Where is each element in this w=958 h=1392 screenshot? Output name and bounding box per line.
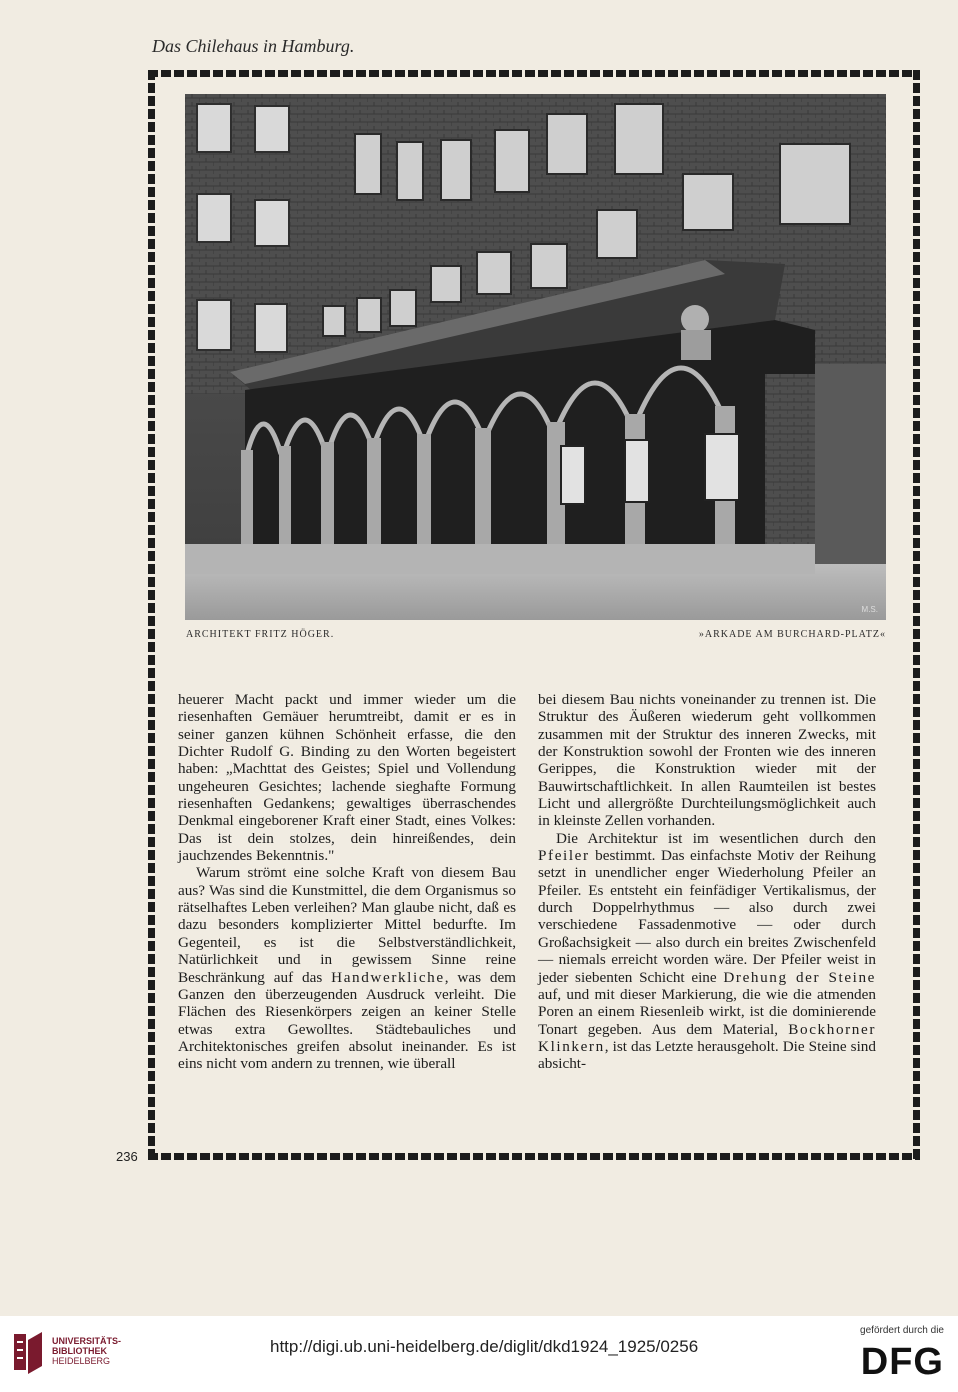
funding-note: gefördert durch die [860,1325,944,1336]
library-name-line: UNIVERSITÄTS- [52,1336,122,1346]
running-head: Das Chilehaus in Hamburg. [152,36,355,56]
text-run: , ist das Letzte herausgeholt. Die Steine sind absicht- [538,1037,876,1073]
frame-bottom-border [148,1153,920,1160]
text-run: auf, und mit dieser Markierung, die wie die atmenden Poren an einem Riesenleib wirkt, ist die dominierende Tonart gegeben. Aus dem Material, [538,985,876,1038]
dfg-logo[interactable]: DFG [860,1341,944,1383]
university-library-logo-icon[interactable] [10,1330,46,1374]
photo-credit: ARCHITEKT FRITZ HÖGER. [186,629,335,640]
text-run: bestimmt. Das einfachste Motiv der Reihung setzt in unendlicher enger Wiederholung Pfeiler an Pfeiler. Es entsteht ein feinfädiger Vertikalismus, der durch Doppelrhythmus — also durch zwei verschiedene Fassadenmotive — oder durch Großachsigkeit — also durch ein breites Zwischenfeld — niemals erreicht worden wäre. Der Pfeiler weist in jeder siebenten Schicht eine [538,847,876,986]
paragraph [538,830,876,1073]
page-number: 236 [116,1149,138,1164]
paragraph: bei diesem Bau nichts voneinander zu trennen ist. Die Struktur des Äußeren wiederum geht vollkommen zusammen mit der Struktur des inneren Zwecks, mit der Konstruktion sowohl der Fronten wie des inneren Gerippes, die Konstruktion wieder mit der Bauwirtschaftlichkeit. In allen Raumteilen ist bestes Licht und allergrößte Durchteilungsmöglichkeit auch in kleinste Zellen vorhanden. [538,691,876,830]
frame-left-border [148,70,155,1160]
viewer-footer [0,1316,958,1392]
paragraph: heuerer Macht packt und immer wieder um die riesenhaften Gemäuer herumtreibt, damit er es in seiner ganzen kühnen Schönheit erfasse, die den Dichter Rudolf G. Binding zu den Worten begeistert haben: „Machttat des Geistes; Spiel und Vollendung ungeheuren Gesichtes; lachende sieghafte Formung riesenhaften Gedankens; gewaltiges überraschendes Denkmal eingeborener Kraft einer Stadt, eines Volkes: Das ist dein stolzes, dein hinreißendes, dein jauchzendes Bekenntnis." [178,691,516,865]
library-name-line: BIBLIOTHEK [52,1346,107,1356]
frame-top-border [148,70,920,77]
library-name-line: HEIDELBERG [52,1356,111,1366]
text-run: Warum strömt eine solche Kraft von diesem Bau aus? Was sind die Kunstmittel, die dem Organismus so rätselhaftes Leben verleihen? Man glaube nicht, daß es dazu besonders komplizierter Mittel bedurfte. Im Gegenteil, es ist die Selbstverständlichkeit, Natürlichkeit und in gewissem Sinne reine Beschränkung auf das [178,864,516,986]
text-run: Die Architektur ist im wesentlichen durch den [556,829,876,847]
library-name[interactable] [52,1336,121,1366]
emphasis: Pfeiler [538,847,590,865]
photo-monogram: M.S. [861,605,878,614]
text-run: , was dem Ganzen den überzeugenden Ausdruck verleiht. Die Flächen des Riesenkörpers zeigen an keiner Stelle etwas extra Gewolltes. Städtebauliches und Architektonisches greifen absolut ineinander. Es ist eins nicht vom andern zu trennen, wie überall [178,968,516,1073]
paragraph [178,864,516,1072]
emphasis: Bockhorner Klinkern [538,1020,876,1055]
frame-right-border [913,70,920,1160]
emphasis: Drehung der Steine [723,968,877,986]
text-column-left [178,691,516,1073]
emphasis: Handwerkliche [331,968,445,986]
permalink[interactable]: http://digi.ub.uni-heidelberg.de/diglit/dkd1924_1925/0256 [270,1337,699,1356]
text-column-right [538,691,876,1073]
arcade-photograph [185,94,886,620]
photo-title: »ARKADE AM BURCHARD-PLATZ« [698,629,886,640]
